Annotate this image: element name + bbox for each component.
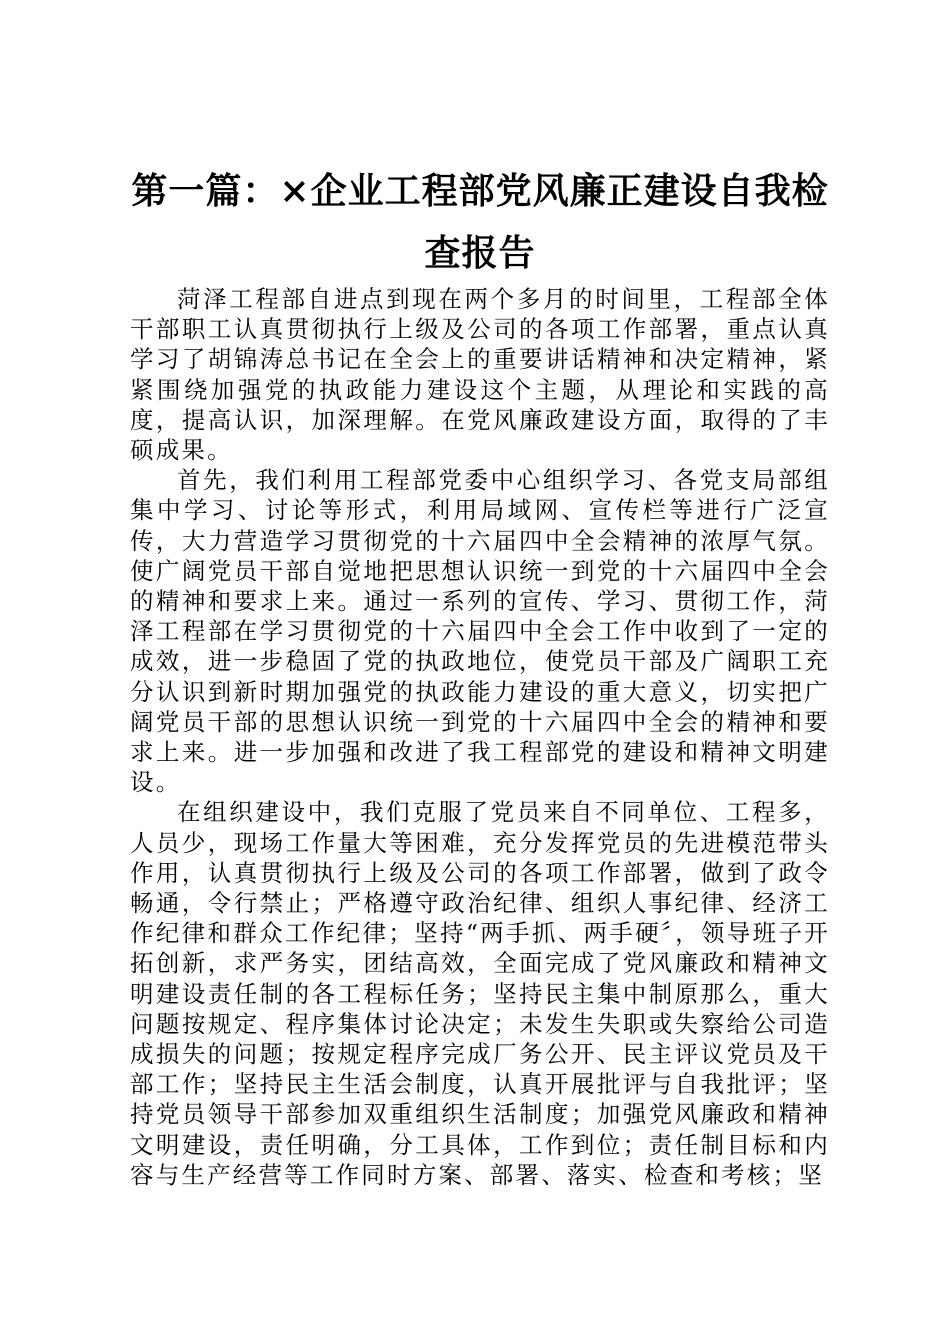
paragraph-2: 首先，我们利用工程部党委中心组织学习、各党支局部组集中学习、讨论等形式，利用局域网、宣传栏等进行广泛宣传，大力营造学习贯彻党的十六届四中全会精神的浓厚气氛。使广阔党员干部自觉地把思想认识统一到党的十六届四中全会的精神和要求上来。通过一系列的宣传、学习、贯彻工作，菏泽工程部在学习贯彻党的十六届四中全会工作中收到了一定的成效，进一步稳固了党的执政地位，使党员干部及广阔职工充分认识到新时期加强党的执政能力建设的重大意义，切实把广阔党员干部的思想认识统一到党的十六届四中全会的精神和要求上来。进一步加强和改进了我工程部党的建设和精神文明建设。 bbox=[130, 466, 830, 797]
paragraph-3: 在组织建设中，我们克服了党员来自不同单位、工程多，人员少，现场工作量大等困难，充分发挥党员的先进模范带头作用，认真贯彻执行上级及公司的各项工作部署，做到了政令畅通，令行禁止；严格遵守政治纪律、组织人事纪律、经济工作纪律和群众工作纪律；坚持“两手抓、两手硬〞，领导班子开拓创新，求严务实，团结高效，全面完成了党风廉政和精神文明建设责任制的各工程标任务；坚持民主集中制原那么，重大问题按规定、程序集体讨论决定；未发生失职或失察给公司造成损失的问题；按规定程序完成厂务公开、民主评议党员及干部工作；坚持民主生活会制度，认真开展批评与自我批评；坚持党员领导干部参加双重组织生活制度；加强党风廉政和精神文明建设，责任明确，分工具体，工作到位；责任制目标和内容与生产经营等工作同时方案、部署、落实、检查和考核；坚 bbox=[130, 798, 830, 1189]
document-body bbox=[130, 284, 830, 1190]
paragraph-1: 菏泽工程部自进点到现在两个多月的时间里，工程部全体干部职工认真贯彻执行上级及公司的各项工作部署，重点认真学习了胡锦涛总书记在全会上的重要讲话精神和决定精神，紧紧围绕加强党的执政能力建设这个主题，从理论和实践的高度，提高认识，加深理解。在党风廉政建设方面，取得的了丰硕成果。 bbox=[130, 285, 830, 465]
document-title: 第一篇：×企业工程部党风廉正建设自我检查报告 bbox=[131, 170, 829, 274]
